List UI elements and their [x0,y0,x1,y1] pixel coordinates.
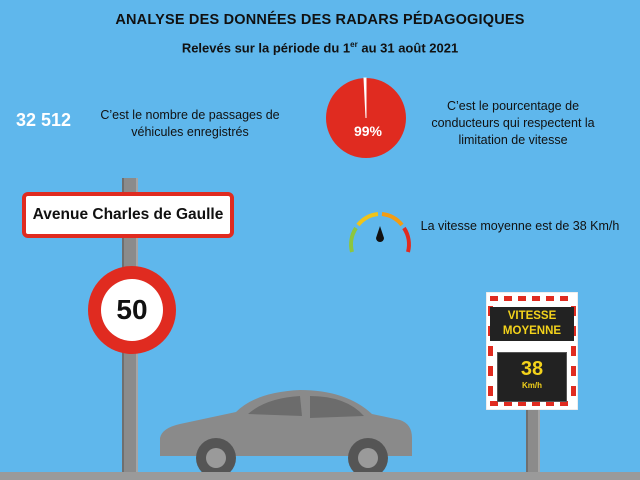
speed-limit-sign [88,266,176,354]
radar-pole [526,400,540,476]
ground [0,472,640,480]
street-name-sign: Avenue Charles de Gaulle [22,192,234,238]
speedometer-icon [342,204,418,260]
vehicle-count-description: C’est le nombre de passages de véhicules enregistrés [100,108,280,139]
speed-limit-value: 50 [101,279,163,341]
radar-display [497,352,567,402]
page-subtitle: Relevés sur la période du 1er au 31 août 2021 [181,40,459,56]
radar-speed-unit: Km/h [522,381,542,390]
car-silhouette-icon [150,384,420,480]
compliance-description: C’est le pourcentage de conducteurs qui respectent la limitation de vitesse [431,99,595,147]
radar-label: VITESSE MOYENNE [490,307,574,341]
radar-speed-value: 38 [520,358,544,380]
page-title: ANALYSE DES DONNÉES DES RADARS PÉDAGOGIQUES [115,12,525,28]
compliance-percentage: 99% [353,123,383,139]
average-speed-description: La vitesse moyenne est de 38 Km/h [420,219,620,233]
pie-chart-icon [324,76,408,160]
vehicle-count: 32 512 [16,110,72,130]
